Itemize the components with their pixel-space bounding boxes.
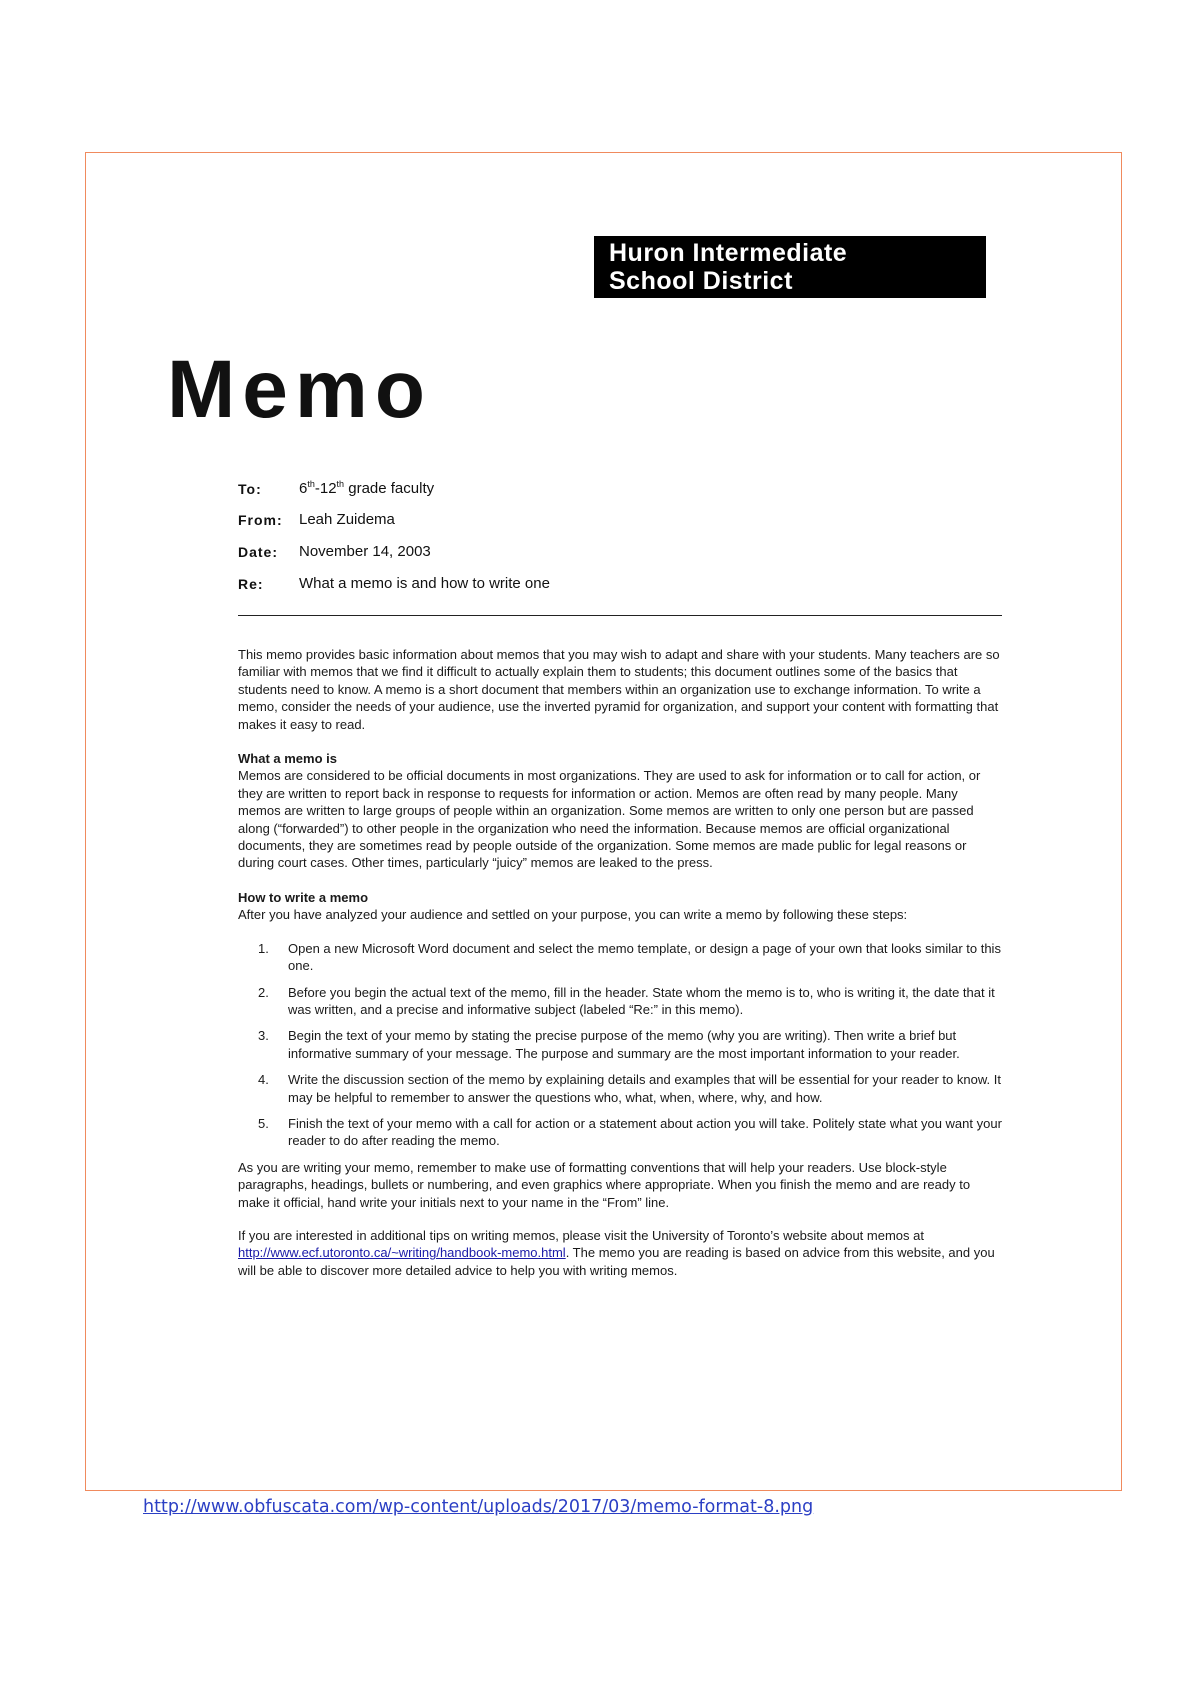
intro-paragraph: This memo provides basic information about memos that you may wish to adapt and share with your students. Many teachers are so familiar with memos that we find it difficult to actually explain them to students; this document outlines some of the basics that students need to know. A memo is a short document that members within an organization use to exchange information. To write a memo, consider the needs of your audience, use the inverted pyramid for organization, and support your content with formatting that makes it easy to read. — [238, 647, 1000, 732]
section-what-text: Memos are considered to be official documents in most organizations. They are used to ask for information or to call for action, or they are written to report back in response to requests for information or action. Memos are often read by many people. Many memos are written to large groups of people within an organization. Some memos are written to only one person but are passed along (“forwarded”) to other people in the organization who need the information. Because memos are official organizational documents, they are sometimes read by people outside of the organization. Some memos are made public for legal reasons or during court cases. Other times, particularly “juicy” memos are leaked to the press. — [238, 768, 981, 871]
step-item: 5. Finish the text of your memo with a call for action or a statement about action you will take. Politely state what you want your reader to do after reading the memo. — [258, 1115, 1002, 1149]
source-url-link[interactable]: http://www.obfuscata.com/wp-content/uploads/2017/03/memo-format-8.png — [143, 1497, 814, 1517]
steps-list — [238, 940, 1002, 1150]
section-how-intro: After you have analyzed your audience and settled on your purpose, you can write a memo by following these steps: — [238, 907, 908, 923]
section-heading-how: How to write a memo — [238, 889, 369, 905]
memo-title: Memo — [167, 344, 432, 435]
org-logo-box — [594, 236, 986, 298]
from-label: From: — [238, 512, 283, 528]
date-value: November 14, 2003 — [299, 543, 431, 560]
memo-body — [238, 646, 1002, 1279]
re-value: What a memo is and how to write one — [299, 575, 550, 592]
toronto-handbook-link[interactable]: http://www.ecf.utoronto.ca/~writing/handbook-memo.html — [238, 1245, 566, 1261]
step-item: 2. Before you begin the actual text of the memo, fill in the header. State whom the memo is to, who is writing it, the date that it was written, and a precise and informative subject (labeled “Re:” in this memo). — [258, 984, 995, 1017]
step-item: 1. Open a new Microsoft Word document and select the memo template, or design a page of your own that looks similar to this one. — [258, 940, 1001, 974]
to-label: To: — [238, 481, 262, 497]
header-to-row — [238, 478, 938, 500]
date-label: Date: — [238, 544, 279, 560]
header-divider — [238, 615, 1002, 616]
step-item: 4. Write the discussion section of the memo by explaining details and examples that will be essential for your reader to know. It may be helpful to remember to answer the questions who, what, when, where, why, and how. — [258, 1072, 1001, 1105]
header-from-row — [238, 509, 938, 531]
header-re-row — [238, 573, 938, 595]
org-name-line2: School District — [609, 267, 793, 295]
step-item: 3. Begin the text of your memo by stating the precise purpose of the memo (why you are writing). Then write a brief but informative summary of your message. The purpose and summary are the most important information to your reader. — [258, 1028, 960, 1061]
re-label: Re: — [238, 576, 264, 592]
to-value: 6th-12th grade faculty — [299, 479, 435, 497]
from-value: Leah Zuidema — [299, 511, 395, 528]
org-name-line1: Huron Intermediate — [609, 239, 848, 267]
section-heading-what: What a memo is — [238, 751, 337, 767]
closing-paragraph: As you are writing your memo, remember to make use of formatting conventions that will help your readers. Use block-style paragraphs, headings, bullets or numbering, and even graphics where appropriate. When you finish the memo and are ready to make it official, hand write your initials next to your name in the “From” line. — [238, 1159, 971, 1210]
tips-paragraph: If you are interested in additional tips on writing memos, please visit the University of Toronto’s website about memos at http://www.ecf.utoronto.ca/~writing/handbook-memo.html. The memo you are reading is based on advice from this website, and you will be able to discover more detailed advice to help you with writing memos. — [238, 1227, 995, 1278]
header-date-row — [238, 541, 938, 563]
